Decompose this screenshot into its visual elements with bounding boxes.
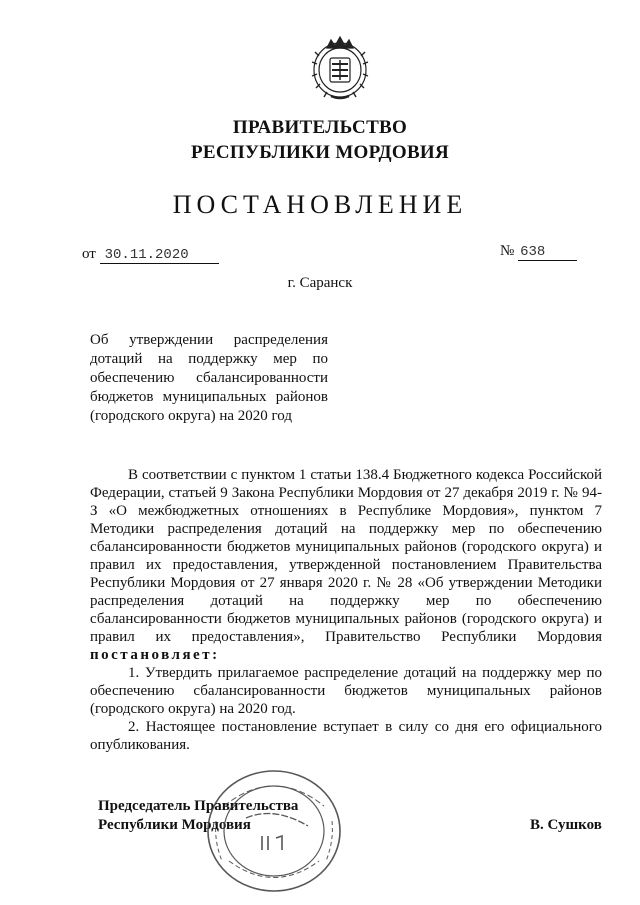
date-prefix: от — [82, 246, 96, 262]
date-block — [82, 246, 219, 264]
document-number: 638 — [518, 245, 577, 261]
signatory-name: В. Сушков — [530, 817, 602, 833]
official-stamp-seal — [204, 766, 344, 896]
number-block — [500, 243, 577, 261]
item-1-paragraph: 1. Утвердить прилагаемое распределение дотаций на поддержку мер по обеспечению сбалансированности бюджетов муниципальных районов (городского округа) на 2020 год. — [90, 665, 602, 717]
preamble-paragraph — [90, 466, 602, 664]
document-type-title: ПОСТАНОВЛЕНИЕ — [172, 190, 468, 219]
document-date: 30.11.2020 — [100, 248, 219, 264]
government-name-line2: РЕСПУБЛИКИ МОРДОВИЯ — [190, 142, 450, 163]
document-body — [90, 466, 602, 754]
signatory-title-line2: Республики Мордовия — [98, 817, 251, 833]
document-subject: Об утверждении распределения дотаций на поддержку мер по обеспечению сбалансированности бюджетов муниципальных районов (городского округа) на 2020 год — [90, 332, 328, 424]
city: г. Саранск — [287, 275, 353, 291]
preamble-text: В соответствии с пунктом 1 статьи 138.4 Бюджетного кодекса Российской Федерации, статьей 9 Закона Республики Мордовия от 27 декабря 2019 г. № 94-З «О межбюджетных отношениях в Республике Мордовия», пунктом 7 Методики распределения дотаций на поддержку мер по обеспечению сбалансированности бюджетов муниципальных районов (городского округа) и правил их предоставления, утвержденной постановлением Правительства Республики Мордовия от 27 января 2020 г. № 28 «Об утверждении Методики распределения дотаций на поддержку мер по обеспечению сбалансированности бюджетов муниципальных районов (городского округа) и правил их предоставления», Правительство Республики Мордовия — [90, 467, 602, 645]
item-2-paragraph: 2. Настоящее постановление вступает в силу со дня его официального опубликования. — [90, 719, 602, 753]
signatory-title-line1: Председатель Правительства — [98, 798, 299, 814]
decree-word: постановляет: — [90, 647, 220, 663]
coat-of-arms-emblem — [309, 34, 371, 102]
government-name-line1: ПРАВИТЕЛЬСТВО — [232, 117, 408, 138]
number-prefix: № — [500, 243, 515, 259]
